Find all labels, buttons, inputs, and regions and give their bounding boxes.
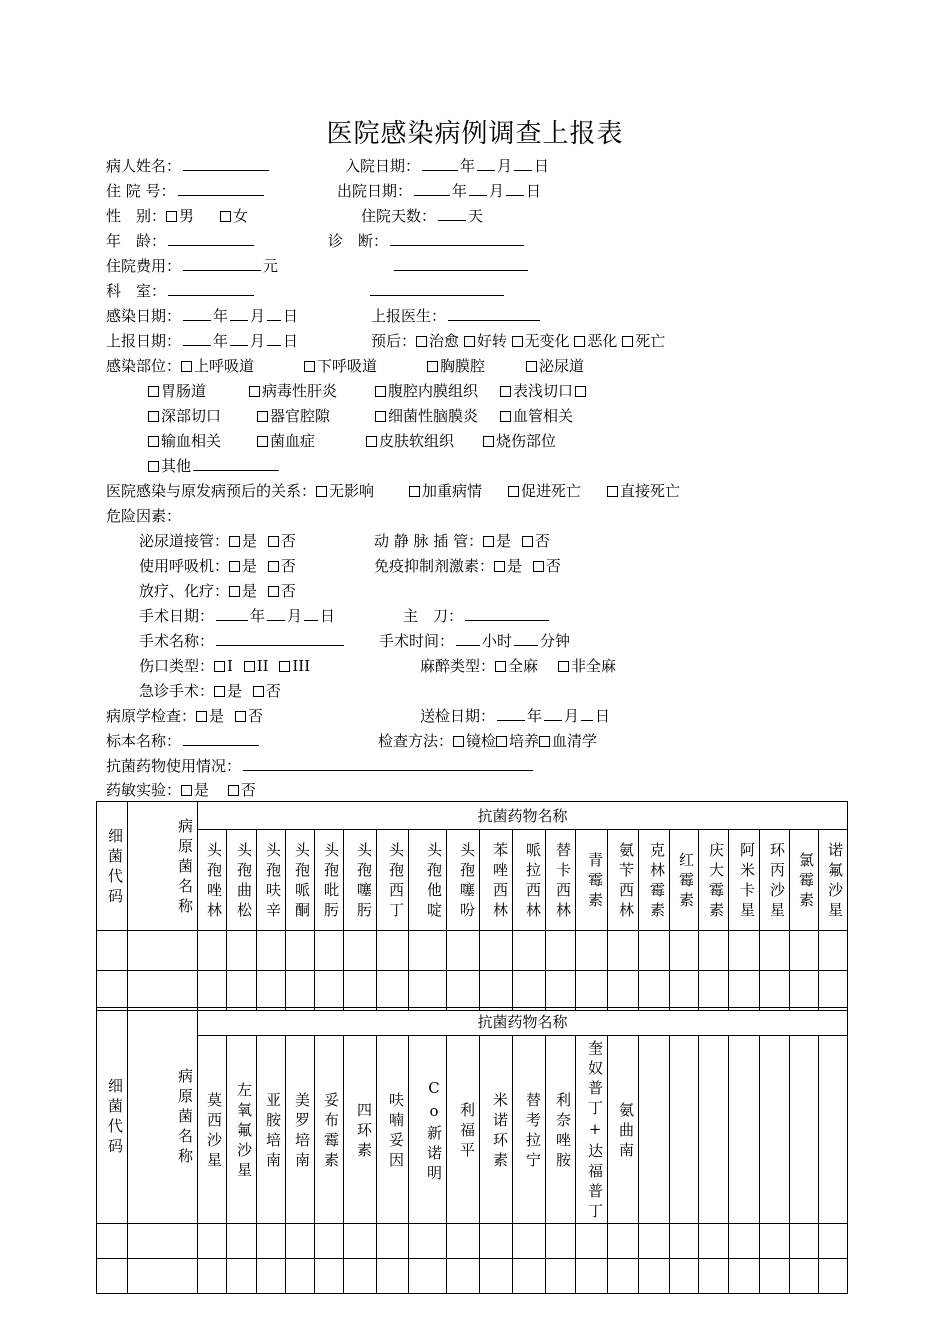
table-cell[interactable] (513, 931, 546, 971)
hospital-no-field[interactable]: 住 院 号： (106, 181, 266, 201)
table-cell[interactable] (819, 971, 848, 1011)
gender-field: 性 别： 男 女 (106, 207, 249, 225)
discharge-date-field[interactable]: 出院日期： 年 月 日 (337, 182, 542, 200)
table-cell[interactable] (513, 1224, 546, 1259)
prognosis-checkbox[interactable] (416, 336, 427, 347)
table-cell[interactable] (608, 1259, 639, 1294)
drug-name-cell: 头孢哌酮 (286, 830, 315, 931)
table-cell[interactable] (409, 1259, 447, 1294)
sensitivity-field: 药敏实验： 是 否 (106, 781, 256, 799)
bacteria-code-header: 细菌代码 (97, 802, 128, 931)
table-cell[interactable] (97, 971, 128, 1011)
dept-field[interactable]: 科 室： (106, 281, 256, 301)
send-date-field[interactable]: 送检日期： 年 月 日 (420, 707, 611, 725)
table-cell[interactable] (760, 971, 790, 1011)
table-cell[interactable] (227, 1259, 257, 1294)
yes-checkbox[interactable] (229, 586, 240, 597)
site-checkbox[interactable] (181, 361, 192, 372)
drug-name-cell: 头孢吡肟 (315, 830, 344, 931)
method-checkbox[interactable] (496, 736, 507, 747)
no-checkbox[interactable] (268, 586, 279, 597)
table-cell[interactable] (729, 971, 760, 1011)
table-cell[interactable] (286, 931, 315, 971)
pathogen-name-header: 病原菌名称 (128, 802, 198, 931)
table-cell[interactable] (227, 1224, 257, 1259)
infection-date-field[interactable]: 感染日期： 年 月 日 (106, 307, 299, 325)
table-cell[interactable] (608, 1224, 639, 1259)
no-checkbox[interactable] (268, 536, 279, 547)
no-checkbox[interactable] (522, 536, 533, 547)
table-cell[interactable] (344, 971, 377, 1011)
table-cell[interactable] (128, 1259, 198, 1294)
table-cell[interactable] (315, 931, 344, 971)
yes-checkbox[interactable] (196, 711, 207, 722)
drug-name-cell: 氨曲南 (608, 1036, 639, 1224)
drug-name-cell: Co新诺明 (409, 1036, 447, 1224)
drug-name-cell: 亚胺培南 (257, 1036, 286, 1224)
table-cell[interactable] (546, 931, 576, 971)
relation-checkbox[interactable] (607, 486, 618, 497)
table-cell[interactable] (576, 931, 608, 971)
site-checkbox[interactable] (375, 386, 386, 397)
table-cell[interactable] (699, 1224, 729, 1259)
table-cell[interactable] (699, 931, 729, 971)
no-checkbox[interactable] (253, 686, 264, 697)
table-cell[interactable] (377, 931, 409, 971)
drug-name-cell (819, 1036, 848, 1224)
table-cell[interactable] (699, 1259, 729, 1294)
drug-name-cell: 奎奴普丁+达福普丁 (576, 1036, 608, 1224)
yes-checkbox[interactable] (214, 686, 225, 697)
table-cell[interactable] (198, 1224, 227, 1259)
table-cell[interactable] (198, 1259, 227, 1294)
prognosis-field: 预后： 治愈 好转 无变化 恶化 死亡 (371, 332, 666, 350)
radio-field: 放疗、化疗： 是 否 (139, 582, 296, 600)
table-cell[interactable] (760, 1224, 790, 1259)
table-cell[interactable] (198, 971, 227, 1011)
infection-site-row-3: 深部切口 器官腔隙 细菌性脑膜炎 血管相关 (148, 406, 573, 426)
site-checkbox[interactable] (375, 411, 386, 422)
table-cell[interactable] (576, 971, 608, 1011)
table-cell[interactable] (128, 1224, 198, 1259)
table-cell[interactable] (729, 931, 760, 971)
table-cell[interactable] (409, 971, 447, 1011)
site-checkbox[interactable] (249, 386, 260, 397)
site-checkbox[interactable] (526, 361, 537, 372)
drug-name-cell (699, 1036, 729, 1224)
table-cell[interactable] (97, 931, 128, 971)
prognosis-checkbox[interactable] (464, 336, 475, 347)
table-cell[interactable] (344, 931, 377, 971)
diagnosis-line-2[interactable] (392, 256, 530, 276)
table-cell[interactable] (198, 931, 227, 971)
relation-field: 医院感染与原发病预后的关系： 无影响 加重病情 促进死亡 直接死亡 (106, 482, 681, 500)
drug-name-cell (760, 1036, 790, 1224)
table-cell[interactable] (344, 1224, 377, 1259)
drug-name-cell: 克林霉素 (639, 830, 670, 931)
anesthesia-checkbox[interactable] (495, 661, 506, 672)
table-cell[interactable] (377, 1224, 409, 1259)
catheter-field: 泌尿道接管： 是 否 (139, 532, 296, 550)
table-cell[interactable] (576, 1259, 608, 1294)
table-cell[interactable] (480, 1224, 513, 1259)
table-cell[interactable] (639, 1259, 670, 1294)
prognosis-checkbox[interactable] (622, 336, 633, 347)
table-cell[interactable] (286, 971, 315, 1011)
table-cell[interactable] (227, 931, 257, 971)
drug-name-cell: 头孢他啶 (409, 830, 447, 931)
drug-name-cell: 替考拉宁 (513, 1036, 546, 1224)
table-cell[interactable] (128, 971, 198, 1011)
drug-name-cell: 庆大霉素 (699, 830, 729, 931)
surgery-time-field[interactable]: 手术时间： 小时 分钟 (379, 632, 571, 650)
site-checkbox[interactable] (500, 386, 511, 397)
table-cell[interactable] (513, 971, 546, 1011)
wound-checkbox[interactable] (279, 661, 290, 672)
drug-name-cell: 头孢呋辛 (257, 830, 286, 931)
male-checkbox[interactable] (166, 211, 177, 222)
table-cell[interactable] (286, 1224, 315, 1259)
table-cell[interactable] (315, 1224, 344, 1259)
drug-name-cell (729, 1036, 760, 1224)
drug-name-cell: 替卡西林 (546, 830, 576, 931)
no-checkbox[interactable] (533, 561, 544, 572)
wound-type-field: 伤口类型： I II III (139, 657, 311, 675)
wound-checkbox[interactable] (244, 661, 255, 672)
drug-name-cell: 氨苄西林 (608, 830, 639, 931)
table-cell[interactable] (344, 1259, 377, 1294)
table-cell[interactable] (257, 1259, 286, 1294)
table-cell[interactable] (699, 971, 729, 1011)
site-checkbox[interactable] (148, 386, 159, 397)
ventilator-field: 使用呼吸机： 是 否 (139, 557, 296, 575)
method-checkbox[interactable] (453, 736, 464, 747)
drug-name-cell: 头孢唑林 (198, 830, 227, 931)
yes-checkbox[interactable] (181, 785, 192, 796)
table-cell[interactable] (790, 931, 819, 971)
drug-name-cell: 利福平 (447, 1036, 480, 1224)
patient-name-field[interactable]: 病人姓名： (106, 156, 271, 176)
table-cell[interactable] (790, 1259, 819, 1294)
table-cell[interactable] (447, 1224, 480, 1259)
table-cell[interactable] (447, 971, 480, 1011)
site-checkbox[interactable] (366, 436, 377, 447)
table-cell[interactable] (670, 1224, 699, 1259)
table-cell[interactable] (546, 1259, 576, 1294)
table-cell[interactable] (257, 971, 286, 1011)
drug-name-cell (670, 1036, 699, 1224)
table-cell[interactable] (315, 971, 344, 1011)
drug-name-cell: 头孢西丁 (377, 830, 409, 931)
drug-name-cell: 红霉素 (670, 830, 699, 931)
drug-name-cell: 四环素 (344, 1036, 377, 1224)
pathogen-name-header: 病原菌名称 (128, 1008, 198, 1224)
site-checkbox[interactable] (575, 386, 586, 397)
drug-name-cell: 环丙沙星 (760, 830, 790, 931)
drug-name-cell: 利奈唑胺 (546, 1036, 576, 1224)
drug-name-cell (790, 1036, 819, 1224)
table-cell[interactable] (639, 1224, 670, 1259)
emergency-field: 急诊手术： 是 否 (139, 682, 281, 700)
table-cell[interactable] (97, 1259, 128, 1294)
pathogen-exam-field: 病原学检查： 是 否 (106, 707, 263, 725)
drug-name-cell: 头孢噻肟 (344, 830, 377, 931)
table-cell[interactable] (639, 931, 670, 971)
table-cell[interactable] (409, 931, 447, 971)
yes-checkbox[interactable] (483, 536, 494, 547)
table-cell[interactable] (819, 1224, 848, 1259)
table-row (97, 931, 848, 971)
no-checkbox[interactable] (235, 711, 246, 722)
no-checkbox[interactable] (268, 561, 279, 572)
diagnosis-line-3[interactable] (368, 281, 506, 301)
table-cell[interactable] (819, 1259, 848, 1294)
table-cell[interactable] (480, 1259, 513, 1294)
antibiotic-table-1 (96, 801, 848, 1011)
venous-field: 动 静 脉 插 管： 是 否 (374, 532, 550, 550)
infection-site-row-4: 输血相关 菌血症 皮肤软组织 烧伤部位 (148, 431, 556, 451)
table-cell[interactable] (546, 1224, 576, 1259)
table-cell[interactable] (377, 971, 409, 1011)
antibiotic-name-header: 抗菌药物名称 (198, 1008, 848, 1036)
relation-checkbox[interactable] (508, 486, 519, 497)
table-cell[interactable] (639, 971, 670, 1011)
antibiotic-table-2 (96, 1007, 848, 1294)
drug-name-cell: 莫西沙星 (198, 1036, 227, 1224)
wound-checkbox[interactable] (214, 661, 225, 672)
table-cell[interactable] (608, 971, 639, 1011)
table-cell[interactable] (257, 931, 286, 971)
table-cell[interactable] (608, 931, 639, 971)
stay-days-field[interactable]: 住院天数： 天 (361, 207, 484, 225)
table-cell[interactable] (670, 971, 699, 1011)
table-cell[interactable] (409, 1224, 447, 1259)
table-cell[interactable] (513, 1259, 546, 1294)
surgeon-field[interactable]: 主 刀： (403, 606, 551, 626)
antibiotic-use-field[interactable]: 抗菌药物使用情况： (106, 756, 535, 776)
drug-name-cell: 头孢曲松 (227, 830, 257, 931)
cost-field[interactable]: 住院费用： 元 (106, 257, 279, 275)
table-cell[interactable] (760, 931, 790, 971)
antibiotic-name-header: 抗菌药物名称 (198, 802, 848, 830)
immuno-field: 免疫抑制剂激素： 是 否 (374, 557, 561, 575)
drug-name-cell: 妥布霉素 (315, 1036, 344, 1224)
table-cell[interactable] (729, 1224, 760, 1259)
site-checkbox[interactable] (257, 436, 268, 447)
table-row (97, 1259, 848, 1294)
table-cell[interactable] (128, 931, 198, 971)
table-cell[interactable] (480, 971, 513, 1011)
method-checkbox[interactable] (539, 736, 550, 747)
table-cell[interactable] (790, 971, 819, 1011)
relation-checkbox[interactable] (409, 486, 420, 497)
site-checkbox[interactable] (483, 436, 494, 447)
table-cell[interactable] (790, 1224, 819, 1259)
drug-name-cell: 左氧氟沙星 (227, 1036, 257, 1224)
drug-name-cell: 阿米卡星 (729, 830, 760, 931)
reporter-field[interactable]: 上报医生： (371, 306, 542, 326)
table-cell[interactable] (286, 1259, 315, 1294)
diagnosis-field[interactable]: 诊 断： (328, 231, 526, 251)
table-cell[interactable] (819, 931, 848, 971)
drug-name-cell: 氯霉素 (790, 830, 819, 931)
prognosis-checkbox[interactable] (512, 336, 523, 347)
site-checkbox[interactable] (500, 411, 511, 422)
anesthesia-field: 麻醉类型： 全麻 非全麻 (420, 657, 617, 675)
surgery-name-field[interactable]: 手术名称： (139, 631, 346, 651)
table-cell[interactable] (480, 931, 513, 971)
table-cell[interactable] (377, 1259, 409, 1294)
no-checkbox[interactable] (228, 785, 239, 796)
specimen-field[interactable]: 标本名称： (106, 731, 261, 751)
method-field: 检查方法： 镜检 培养 血清学 (378, 732, 598, 750)
yes-checkbox[interactable] (494, 561, 505, 572)
table-row (97, 1224, 848, 1259)
page-title: 医院感染病例调查上报表 (326, 119, 624, 149)
table-cell[interactable] (670, 1259, 699, 1294)
yes-checkbox[interactable] (229, 561, 240, 572)
site-checkbox[interactable] (148, 411, 159, 422)
site-checkbox[interactable] (148, 436, 159, 447)
anesthesia-checkbox[interactable] (558, 661, 569, 672)
admit-date-field[interactable]: 入院日期： 年 月 日 (345, 157, 550, 175)
table-cell[interactable] (546, 971, 576, 1011)
prognosis-checkbox[interactable] (574, 336, 585, 347)
risk-label: 危险因素： (106, 507, 182, 525)
table-cell[interactable] (227, 971, 257, 1011)
infection-site-row-1: 感染部位： 上呼吸道 下呼吸道 胸膜腔 泌尿道 (106, 357, 585, 375)
age-field[interactable]: 年 龄： (106, 231, 256, 251)
site-checkbox[interactable] (427, 361, 438, 372)
table-row (97, 971, 848, 1011)
table-cell[interactable] (760, 1259, 790, 1294)
infection-site-row-2: 胃肠道 病毒性肝炎 腹腔内膜组织 表浅切口 (148, 381, 588, 401)
table-cell[interactable] (729, 1259, 760, 1294)
table-cell[interactable] (670, 931, 699, 971)
drug-name-cell: 诺氟沙星 (819, 830, 848, 931)
surgery-date-field[interactable]: 手术日期： 年 月 日 (139, 607, 336, 625)
infection-site-other[interactable]: 其他 (148, 456, 281, 476)
bacteria-code-header: 细菌代码 (97, 1008, 128, 1224)
table-cell[interactable] (447, 1259, 480, 1294)
drug-name-cell: 头孢噻吩 (447, 830, 480, 931)
drug-name-cell: 苯唑西林 (480, 830, 513, 931)
relation-checkbox[interactable] (316, 486, 327, 497)
drug-name-cell: 青霉素 (576, 830, 608, 931)
site-checkbox[interactable] (148, 461, 159, 472)
site-checkbox[interactable] (257, 411, 268, 422)
drug-name-cell: 呋喃妥因 (377, 1036, 409, 1224)
drug-name-cell: 哌拉西林 (513, 830, 546, 931)
drug-name-cell (639, 1036, 670, 1224)
table-cell[interactable] (576, 1224, 608, 1259)
female-checkbox[interactable] (220, 211, 231, 222)
table-cell[interactable] (257, 1224, 286, 1259)
table-cell[interactable] (97, 1224, 128, 1259)
table-cell[interactable] (315, 1259, 344, 1294)
report-date-field[interactable]: 上报日期： 年 月 日 (106, 332, 299, 350)
table-cell[interactable] (447, 931, 480, 971)
yes-checkbox[interactable] (229, 536, 240, 547)
site-checkbox[interactable] (304, 361, 315, 372)
drug-name-cell: 美罗培南 (286, 1036, 315, 1224)
drug-name-cell: 米诺环素 (480, 1036, 513, 1224)
